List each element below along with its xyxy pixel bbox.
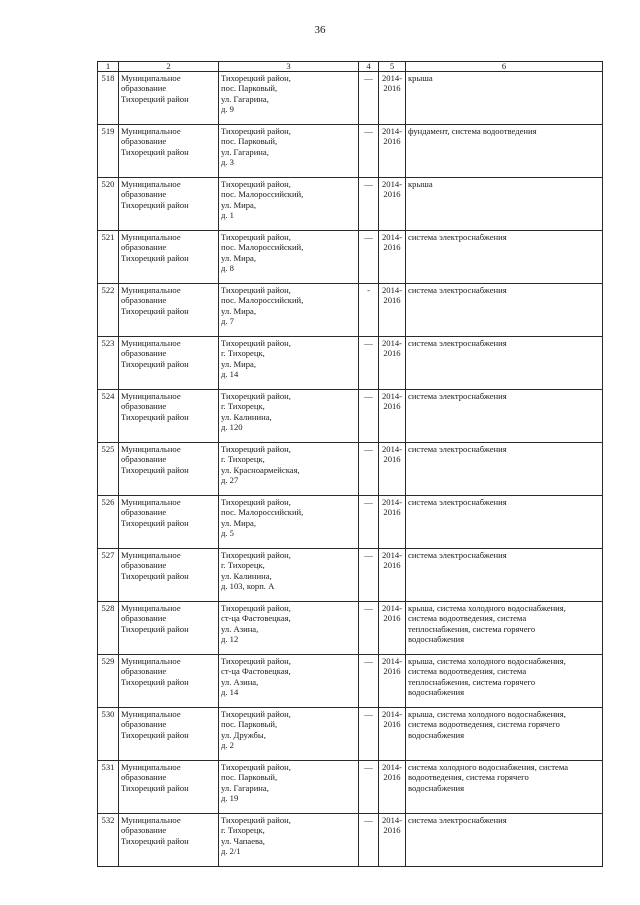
address-cell <box>219 814 359 867</box>
address-line: Тихорецкий район, <box>221 391 291 401</box>
address-line: д. 14 <box>221 687 239 698</box>
address-cell <box>219 337 359 390</box>
column-header: 4 <box>359 62 379 72</box>
period-line: 2016 <box>383 295 401 306</box>
row-number-cell: 522 <box>98 284 119 337</box>
municipality-line: Муниципальное <box>121 179 181 189</box>
municipality-cell <box>119 602 219 655</box>
address-cell <box>219 284 359 337</box>
work-type-cell <box>406 125 603 178</box>
address-line: г. Тихорецк, <box>221 560 265 571</box>
address-line: пос. Малороссийский, <box>221 242 304 253</box>
work-type-line: система электроснабжения <box>408 815 507 825</box>
municipality-cell <box>119 284 219 337</box>
address-line: Тихорецкий район, <box>221 550 291 560</box>
municipality-line: образование <box>121 772 167 783</box>
municipality-cell <box>119 443 219 496</box>
work-type-cell <box>406 390 603 443</box>
row-number-cell: 531 <box>98 761 119 814</box>
address-line: д. 7 <box>221 316 234 327</box>
row-number-cell: 527 <box>98 549 119 602</box>
municipality-line: образование <box>121 719 167 730</box>
address-line: д. 5 <box>221 528 234 539</box>
address-line: ул. Гагарина, <box>221 93 269 104</box>
column-header: 6 <box>406 62 603 72</box>
municipality-cell <box>119 337 219 390</box>
municipality-line: Тихорецкий район <box>121 305 189 316</box>
municipality-cell <box>119 178 219 231</box>
municipality-line: Муниципальное <box>121 550 181 560</box>
row-number-cell: 529 <box>98 655 119 708</box>
work-type-cell <box>406 72 603 125</box>
period-line: 2014- <box>381 285 403 295</box>
period-cell <box>379 72 406 125</box>
address-line: г. Тихорецк, <box>221 454 265 465</box>
dash-cell: — <box>359 708 379 761</box>
work-type-cell <box>406 761 603 814</box>
work-type-line: система электроснабжения <box>408 391 507 401</box>
address-line: д. 14 <box>221 369 239 380</box>
period-cell <box>379 761 406 814</box>
period-cell <box>379 549 406 602</box>
period-cell <box>379 443 406 496</box>
address-line: Тихорецкий район, <box>221 444 291 454</box>
work-type-line: крыша <box>408 179 433 189</box>
address-line: Тихорецкий район, <box>221 603 291 613</box>
period-line: 2016 <box>383 83 401 94</box>
table-row <box>98 708 603 761</box>
period-cell <box>379 231 406 284</box>
work-type-cell <box>406 814 603 867</box>
period-line: 2016 <box>383 719 401 730</box>
address-line: ул. Азина, <box>221 623 259 634</box>
period-line: 2014- <box>381 603 403 613</box>
address-line: д. 19 <box>221 793 239 804</box>
dash-cell: — <box>359 231 379 284</box>
row-number-cell: 532 <box>98 814 119 867</box>
table-row <box>98 337 603 390</box>
municipality-line: образование <box>121 507 167 518</box>
address-line: д. 3 <box>221 157 234 168</box>
address-line: Тихорецкий район, <box>221 126 291 136</box>
dash-cell: — <box>359 443 379 496</box>
work-type-line: водоснабжения <box>408 782 465 793</box>
address-line: г. Тихорецк, <box>221 348 265 359</box>
municipality-line: Муниципальное <box>121 656 181 666</box>
dash-cell: — <box>359 337 379 390</box>
work-type-cell <box>406 549 603 602</box>
address-line: д. 2 <box>221 740 234 751</box>
municipality-line: Муниципальное <box>121 285 181 295</box>
municipality-line: образование <box>121 348 167 359</box>
work-type-line: система электроснабжения <box>408 338 507 348</box>
work-type-cell <box>406 284 603 337</box>
period-line: 2016 <box>383 507 401 518</box>
address-line: г. Тихорецк, <box>221 825 265 836</box>
period-cell <box>379 602 406 655</box>
period-line: 2016 <box>383 189 401 200</box>
period-cell <box>379 655 406 708</box>
dash-cell: — <box>359 178 379 231</box>
address-line: ул. Калинина, <box>221 411 272 422</box>
address-line: ул. Красноармейская, <box>221 464 300 475</box>
column-header: 3 <box>219 62 359 72</box>
address-cell <box>219 125 359 178</box>
work-type-cell <box>406 655 603 708</box>
address-line: ул. Азина, <box>221 676 259 687</box>
table-row <box>98 178 603 231</box>
address-line: ул. Мира, <box>221 305 257 316</box>
housing-register-table <box>97 61 603 867</box>
row-number-cell: 528 <box>98 602 119 655</box>
period-line: 2016 <box>383 825 401 836</box>
work-type-line: система водоотведения, система <box>408 666 527 677</box>
address-line: ст-ца Фастовецкая, <box>221 666 291 677</box>
work-type-line: крыша, система холодного водоснабжения, <box>408 603 566 613</box>
column-header: 2 <box>119 62 219 72</box>
work-type-line: теплоснабжения, система горячего <box>408 623 536 634</box>
municipality-line: Муниципальное <box>121 126 181 136</box>
municipality-line: Муниципальное <box>121 709 181 719</box>
municipality-line: Муниципальное <box>121 444 181 454</box>
period-cell <box>379 814 406 867</box>
dash-cell: — <box>359 814 379 867</box>
period-cell <box>379 125 406 178</box>
municipality-cell <box>119 390 219 443</box>
address-line: д. 103, корп. А <box>221 581 275 592</box>
work-type-line: крыша, система холодного водоснабжения, <box>408 709 566 719</box>
municipality-line: Муниципальное <box>121 73 181 83</box>
period-line: 2016 <box>383 401 401 412</box>
address-line: пос. Малороссийский, <box>221 189 304 200</box>
address-line: пос. Парковый, <box>221 136 278 147</box>
work-type-line: фундамент, система водоотведения <box>408 126 537 136</box>
address-line: ст-ца Фастовецкая, <box>221 613 291 624</box>
address-line: Тихорецкий район, <box>221 338 291 348</box>
work-type-cell <box>406 231 603 284</box>
period-cell <box>379 390 406 443</box>
municipality-line: Муниципальное <box>121 497 181 507</box>
municipality-cell <box>119 496 219 549</box>
row-number-cell: 526 <box>98 496 119 549</box>
row-number-cell: 525 <box>98 443 119 496</box>
address-line: пос. Парковый, <box>221 719 278 730</box>
address-line: Тихорецкий район, <box>221 815 291 825</box>
address-line: пос. Малороссийский, <box>221 295 304 306</box>
municipality-line: Тихорецкий район <box>121 835 189 846</box>
period-line: 2014- <box>381 232 403 242</box>
municipality-line: Тихорецкий район <box>121 199 189 210</box>
municipality-line: Тихорецкий район <box>121 464 189 475</box>
address-line: Тихорецкий район, <box>221 709 291 719</box>
table-row <box>98 549 603 602</box>
municipality-line: Муниципальное <box>121 391 181 401</box>
period-line: 2016 <box>383 772 401 783</box>
period-line: 2014- <box>381 179 403 189</box>
table-row <box>98 125 603 178</box>
municipality-line: образование <box>121 242 167 253</box>
address-line: Тихорецкий район, <box>221 497 291 507</box>
period-line: 2014- <box>381 126 403 136</box>
dash-cell: — <box>359 390 379 443</box>
period-line: 2016 <box>383 348 401 359</box>
work-type-line: система электроснабжения <box>408 444 507 454</box>
column-header: 1 <box>98 62 119 72</box>
municipality-cell <box>119 761 219 814</box>
address-cell <box>219 72 359 125</box>
address-cell <box>219 231 359 284</box>
period-line: 2016 <box>383 613 401 624</box>
row-number-cell: 518 <box>98 72 119 125</box>
address-line: д. 27 <box>221 475 239 486</box>
municipality-line: образование <box>121 189 167 200</box>
dash-cell: — <box>359 761 379 814</box>
municipality-line: Муниципальное <box>121 762 181 772</box>
period-line: 2014- <box>381 73 403 83</box>
address-line: ул. Мира, <box>221 199 257 210</box>
municipality-cell <box>119 72 219 125</box>
period-line: 2014- <box>381 550 403 560</box>
row-number-cell: 523 <box>98 337 119 390</box>
municipality-line: Тихорецкий район <box>121 729 189 740</box>
address-line: Тихорецкий район, <box>221 179 291 189</box>
table-row <box>98 284 603 337</box>
work-type-line: система электроснабжения <box>408 232 507 242</box>
column-header: 5 <box>379 62 406 72</box>
work-type-line: система водоотведения, система горячего <box>408 719 560 730</box>
address-cell <box>219 178 359 231</box>
address-cell <box>219 496 359 549</box>
table-row <box>98 602 603 655</box>
table-row <box>98 496 603 549</box>
dash-cell: — <box>359 72 379 125</box>
municipality-cell <box>119 814 219 867</box>
address-line: ул. Мира, <box>221 517 257 528</box>
row-number-cell: 519 <box>98 125 119 178</box>
address-line: пос. Парковый, <box>221 772 278 783</box>
work-type-line: система электроснабжения <box>408 550 507 560</box>
work-type-line: система электроснабжения <box>408 497 507 507</box>
municipality-line: Тихорецкий район <box>121 252 189 263</box>
row-number-cell: 521 <box>98 231 119 284</box>
address-line: д. 120 <box>221 422 243 433</box>
work-type-cell <box>406 443 603 496</box>
period-line: 2014- <box>381 338 403 348</box>
page-number: 36 <box>314 24 326 36</box>
address-cell <box>219 549 359 602</box>
municipality-line: Тихорецкий район <box>121 411 189 422</box>
municipality-line: образование <box>121 295 167 306</box>
address-line: Тихорецкий район, <box>221 73 291 83</box>
period-line: 2014- <box>381 815 403 825</box>
address-line: д. 2/1 <box>221 846 241 857</box>
municipality-line: образование <box>121 83 167 94</box>
municipality-line: Муниципальное <box>121 338 181 348</box>
municipality-line: Муниципальное <box>121 603 181 613</box>
work-type-cell <box>406 178 603 231</box>
work-type-line: водоснабжения <box>408 729 465 740</box>
municipality-cell <box>119 125 219 178</box>
address-line: Тихорецкий район, <box>221 656 291 666</box>
period-line: 2014- <box>381 391 403 401</box>
municipality-line: Муниципальное <box>121 232 181 242</box>
address-line: ул. Гагарина, <box>221 146 269 157</box>
municipality-cell <box>119 231 219 284</box>
period-line: 2016 <box>383 560 401 571</box>
work-type-line: теплоснабжения, система горячего <box>408 676 536 687</box>
period-line: 2016 <box>383 242 401 253</box>
address-cell <box>219 761 359 814</box>
address-cell <box>219 655 359 708</box>
period-line: 2016 <box>383 454 401 465</box>
address-line: ул. Калинина, <box>221 570 272 581</box>
municipality-line: Тихорецкий район <box>121 146 189 157</box>
table-row <box>98 814 603 867</box>
address-line: г. Тихорецк, <box>221 401 265 412</box>
table-body <box>98 72 603 867</box>
address-line: пос. Малороссийский, <box>221 507 304 518</box>
period-line: 2014- <box>381 444 403 454</box>
table-row <box>98 443 603 496</box>
header-row <box>98 62 603 72</box>
table-row <box>98 231 603 284</box>
municipality-line: образование <box>121 613 167 624</box>
period-cell <box>379 496 406 549</box>
work-type-cell <box>406 496 603 549</box>
address-cell <box>219 390 359 443</box>
work-type-line: система водоотведения, система <box>408 613 527 624</box>
address-line: д. 9 <box>221 104 234 115</box>
municipality-line: Тихорецкий район <box>121 517 189 528</box>
dash-cell: — <box>359 496 379 549</box>
work-type-line: крыша <box>408 73 433 83</box>
work-type-line: система электроснабжения <box>408 285 507 295</box>
address-line: ул. Мира, <box>221 358 257 369</box>
address-line: Тихорецкий район, <box>221 232 291 242</box>
address-cell <box>219 443 359 496</box>
period-line: 2016 <box>383 136 401 147</box>
period-cell <box>379 178 406 231</box>
municipality-line: образование <box>121 454 167 465</box>
period-line: 2014- <box>381 762 403 772</box>
municipality-line: Тихорецкий район <box>121 93 189 104</box>
address-line: ул. Чапаева, <box>221 835 265 846</box>
address-line: ул. Дружбы, <box>221 729 266 740</box>
period-line: 2014- <box>381 497 403 507</box>
work-type-line: водоснабжения <box>408 634 465 645</box>
address-cell <box>219 602 359 655</box>
address-line: пос. Парковый, <box>221 83 278 94</box>
table-row <box>98 655 603 708</box>
municipality-line: Тихорецкий район <box>121 676 189 687</box>
dash-cell: — <box>359 549 379 602</box>
municipality-line: образование <box>121 560 167 571</box>
period-cell <box>379 708 406 761</box>
period-cell <box>379 337 406 390</box>
row-number-cell: 530 <box>98 708 119 761</box>
dash-cell: — <box>359 655 379 708</box>
municipality-line: образование <box>121 825 167 836</box>
municipality-line: Тихорецкий район <box>121 623 189 634</box>
address-cell <box>219 708 359 761</box>
municipality-line: Тихорецкий район <box>121 570 189 581</box>
table-row <box>98 390 603 443</box>
table-row <box>98 72 603 125</box>
municipality-cell <box>119 708 219 761</box>
work-type-cell <box>406 708 603 761</box>
municipality-line: образование <box>121 136 167 147</box>
table-row <box>98 761 603 814</box>
municipality-line: образование <box>121 666 167 677</box>
row-number-cell: 524 <box>98 390 119 443</box>
address-line: д. 12 <box>221 634 239 645</box>
work-type-line: водоотведения, система горячего <box>408 772 529 783</box>
address-line: д. 1 <box>221 210 234 221</box>
address-line: ул. Гагарина, <box>221 782 269 793</box>
dash-cell: — <box>359 125 379 178</box>
work-type-cell <box>406 337 603 390</box>
work-type-line: водоснабжения <box>408 687 465 698</box>
work-type-line: крыша, система холодного водоснабжения, <box>408 656 566 666</box>
municipality-cell <box>119 549 219 602</box>
address-line: Тихорецкий район, <box>221 762 291 772</box>
work-type-line: система холодного водоснабжения, система <box>408 762 569 772</box>
period-cell <box>379 284 406 337</box>
address-line: д. 8 <box>221 263 234 274</box>
period-line: 2016 <box>383 666 401 677</box>
work-type-cell <box>406 602 603 655</box>
municipality-line: Муниципальное <box>121 815 181 825</box>
dash-cell: — <box>359 602 379 655</box>
municipality-line: образование <box>121 401 167 412</box>
period-line: 2014- <box>381 709 403 719</box>
address-line: Тихорецкий район, <box>221 285 291 295</box>
municipality-line: Тихорецкий район <box>121 358 189 369</box>
row-number-cell: 520 <box>98 178 119 231</box>
dash-cell: - <box>359 284 379 337</box>
municipality-line: Тихорецкий район <box>121 782 189 793</box>
period-line: 2014- <box>381 656 403 666</box>
address-line: ул. Мира, <box>221 252 257 263</box>
municipality-cell <box>119 655 219 708</box>
